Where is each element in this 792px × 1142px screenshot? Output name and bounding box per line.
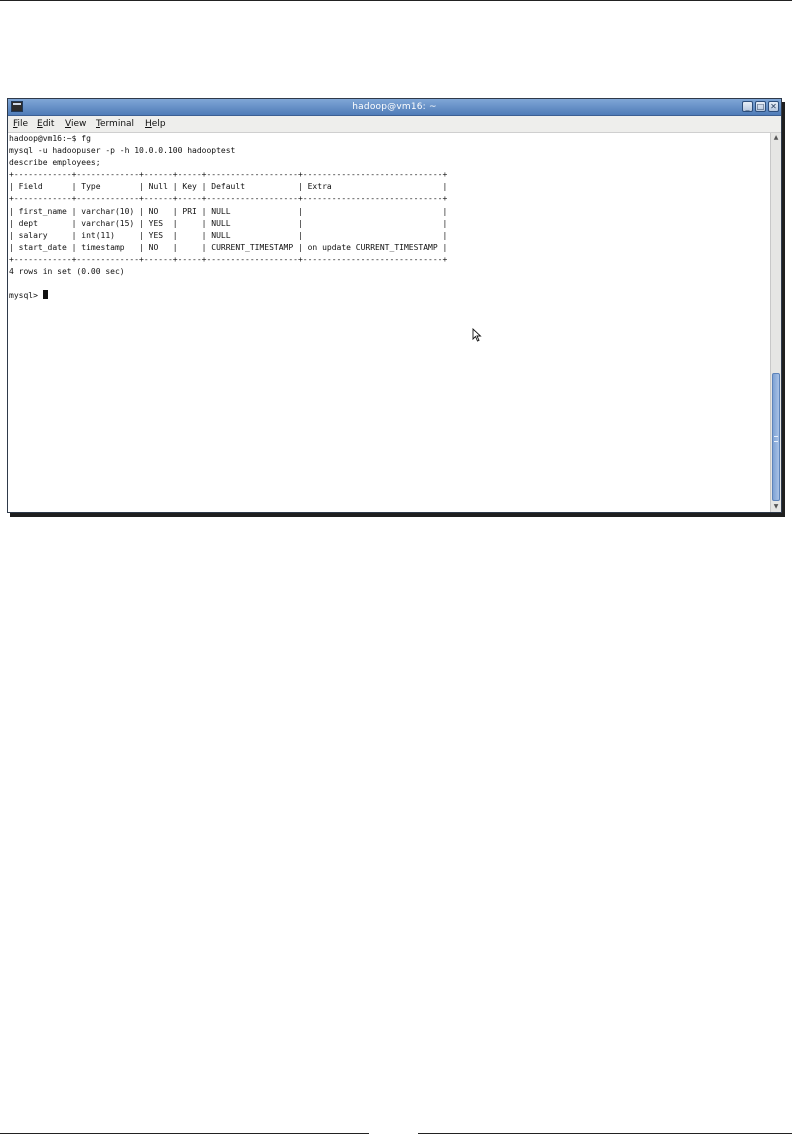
menu-help-mnemonic: H (145, 119, 152, 129)
menu-file[interactable] (13, 118, 28, 130)
menu-help-label: elp (151, 119, 166, 129)
menu-edit[interactable] (37, 118, 54, 130)
terminal-line: describe employees; (9, 158, 101, 168)
table-row: | first_name | varchar(10) | NO | PRI | NULL | | (9, 206, 448, 216)
table-row: | start_date | timestamp | NO | | CURRENT_TIMESTAMP | on update CURRENT_TIMESTAMP | (9, 242, 448, 252)
menu-terminal-label: erminal (99, 119, 135, 129)
window-titlebar[interactable] (8, 99, 781, 116)
mouse-pointer-icon (472, 328, 482, 342)
scroll-thumb[interactable] (772, 373, 780, 501)
scroll-grip (774, 436, 778, 442)
menu-help[interactable] (145, 118, 166, 130)
menu-view[interactable] (65, 118, 86, 130)
page-bottom-rule-right (418, 1133, 792, 1134)
table-row: | dept | varchar(15) | YES | | NULL | | (9, 218, 448, 228)
terminal-output[interactable] (8, 133, 770, 512)
table-row: | salary | int(11) | YES | | NULL | | (9, 230, 448, 240)
mysql-prompt: mysql> (9, 291, 43, 301)
menu-file-mnemonic: F (13, 119, 18, 129)
terminal-text (8, 133, 770, 302)
menu-view-mnemonic: V (65, 119, 71, 129)
scroll-down-arrow-icon[interactable]: ▼ (773, 503, 779, 510)
menu-edit-mnemonic: E (37, 119, 43, 129)
menu-terminal[interactable] (96, 118, 134, 130)
page-top-rule (0, 0, 792, 1)
vertical-scrollbar[interactable] (770, 133, 781, 512)
page-bottom-rule-left (0, 1133, 369, 1134)
close-button[interactable]: ✕ (768, 101, 779, 112)
table-border: +------------+-------------+------+-----+-------------------+-----------------------------+ (9, 194, 448, 204)
minimize-button[interactable]: _ (742, 101, 753, 112)
table-header: | Field | Type | Null | Key | Default | Extra | (9, 182, 448, 192)
table-border: +------------+-------------+------+-----+-------------------+-----------------------------+ (9, 170, 448, 180)
rows-summary: 4 rows in set (0.00 sec) (9, 267, 125, 277)
menu-view-label: iew (70, 119, 87, 129)
terminal-window[interactable] (7, 98, 782, 513)
menu-edit-label: dit (42, 119, 55, 129)
scroll-up-arrow-icon[interactable]: ▲ (773, 134, 779, 141)
maximize-button[interactable]: □ (756, 102, 765, 111)
text-cursor (43, 290, 48, 299)
terminal-line: mysql -u hadoopuser -p -h 10.0.0.100 hadooptest (9, 146, 236, 156)
menu-file-label: ile (17, 119, 29, 129)
window-title: hadoop@vm16: ~ (352, 102, 437, 112)
menu-terminal-mnemonic: T (96, 119, 100, 129)
table-border: +------------+-------------+------+-----+-------------------+-----------------------------+ (9, 254, 448, 264)
terminal-line: hadoop@vm16:~$ fg (9, 134, 91, 143)
menu-bar (8, 116, 781, 133)
